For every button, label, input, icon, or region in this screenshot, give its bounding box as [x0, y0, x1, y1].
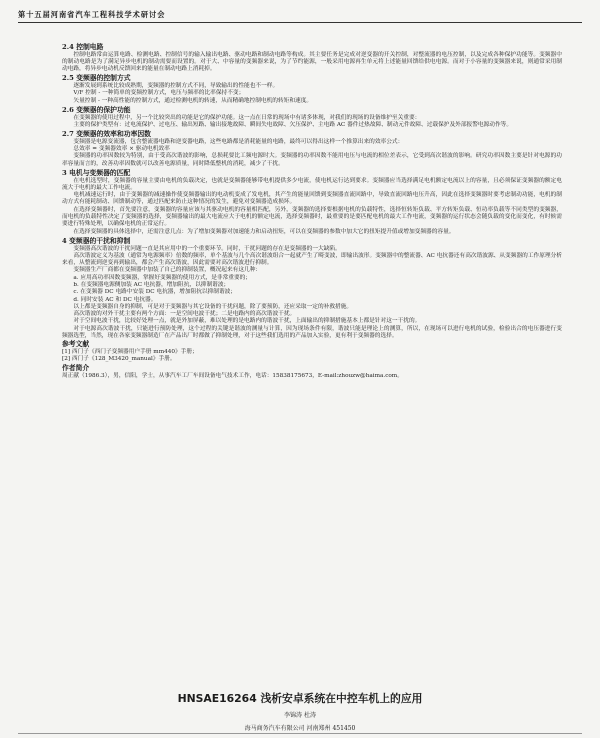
paragraph: 高次谐波定义为基波（通常为电源频率）倍数的频率，单个基波与几个高次谐波组合一起就产生了畸变波，即输出波形。变频器中的整流器、AC 电抗器还有高次谐波源、从变频器的工作原理分析来看，从整流到逆变再到输出，都会产生高次谐波，因此需要对高次谐波进行抑制。: [62, 252, 562, 267]
paragraph: [2] 西门子《128_M3420_manual》手册。: [62, 356, 176, 363]
paragraph: 变频器生产厂商都在变频器中加装了自己的抑制装置，概况起来有这几种：: [73, 267, 262, 274]
paragraph: 矢量控制 - 一种高性能的控制方式，通过检测电机的转速，从而精确地控制电机的转矩和速度。: [73, 97, 313, 104]
paragraph: 对于空间电波干扰，比较好处理一点，就是外加屏蔽，难以处理的是电路内的谐波干扰，上面输出的抑制措施基本上都是针对这一干扰的。: [73, 318, 421, 325]
paragraph: 周正献（1986.3），男，信阳，学士，从事汽车工厂车间设备电气技术工作，电话：15838175673，E-mail:zhouzw@haima.com。: [62, 373, 403, 380]
paragraph: 主要的保护类型有：过电流保护、过电压、输出短路、输出接地故障、瞬间失电故障、欠压保护、主电路 AC 器件过热故障、制动元件故障、过载保护及外部报警电源动作等。: [73, 121, 513, 128]
paragraph: 在选择变频器时，首先要注意，变频器的容量应该与其驱动电机的容量相匹配，另外，变频器的选择要根据电机的负载特性，选择恒转矩负载、平方转矩负载、恒功率负载等不同类型的变频器，而电机的负载特性决定了变频器的选择，变频器输出的最大电流应大于电机的额定电流，选择变频器时，最重要的是要匹配电机的最大工作电流，变频器的运行状态会随负载的变化而变化，有时候需要进行特殊处理，以确保电机的正常运行。: [62, 206, 562, 228]
header-rule: [18, 22, 582, 23]
paragraph: d. 同时安装 AC 和 DC 电抗器。: [73, 296, 157, 303]
next-article-authors: 李锦涛 杜涛: [284, 712, 316, 719]
section-heading: 2.5 变频器的控制方式: [62, 74, 131, 83]
paragraph: a. 应用高功率因数变频器，掌握好变频器的使用方式，是非常重要的；: [73, 274, 252, 281]
paragraph: 在电机选型时，变频器的容量主要由电机的负载决定，也就是变频器能够带电机提供多少电流，使电机运行达到要求。变频器应当选择满足电机额定电流以上的容量，且必须保证变频器的额定电流大于电机的最大工作电流。: [62, 177, 562, 191]
proceedings-header: 第十五届河南省汽车工程科技学术研讨会: [18, 10, 166, 19]
paragraph: 在选择变频器的具体选择中，还需注意几点：为了增加变频器对加速能力和启动扭矩，可以在变频器的参数中加大它的扭矩提升值或增加变频器的容量。: [73, 228, 455, 235]
paragraph: 控制电路常由运算电路、检测电路、控制信号的输入输出电路、驱动电路和制动电路等构成。其主要任务是完成对逆变器的开关控制，对整流器的电压控制，以及完成各种保护功能等。变频器中的制动电路是为了满足异步电机的制动需要而设置的。对于大、中容量的变频器来说，为了节约能源，一般采用电源再生单元将上述能量回馈给供电电源。而对于小容量的变频器来说，则通常采用制动电路，将异步电动机反馈回来的能量在制动电路上消耗掉。: [62, 51, 562, 73]
bottom-rule: [18, 733, 582, 734]
section-heading: 4 变频器的干扰和抑制: [62, 236, 131, 245]
paragraph: [1] 西门子《西门子变频器用户手册 mm440》手册；: [62, 348, 198, 355]
article-body: [62, 42, 562, 380]
paragraph: 逐渐发展到系统比较成熟期，变频器的控制方式不同，导致输出的性能也不一样。: [73, 83, 279, 90]
next-article-title: HNSAE16264 浅析安卓系统在中控车机上的应用: [177, 692, 423, 705]
section-heading: 3 电机与变频器的匹配: [62, 168, 131, 177]
paragraph: 对于电源高次谐波干扰，只能进行预防处理，这个过程的关键是谐波的测量与计算，因为现场条件有限，谐波只能是理论上的测算，所以，在现场可以进行电机的试验，检验出合的电压器进行变频器选型，当然，现在各家变频器制造厂在产品出厂时都做了抑制处理，对于这些我们选用的产品加入实验，更有利于变频器的选择。: [62, 325, 562, 340]
paragraph: 变频器高次谐波的干扰问题一直是其应用中的一个重要环节。同时，干扰问题的存在是变频器的一大缺陷。: [73, 245, 341, 252]
paragraph: 以上都是变频器自身的抑制，可是对于变频器与其它设备的干扰问题，除了要预防，还应采取一定的补救措施。: [73, 303, 353, 310]
section-heading: 2.6 变频器的保护功能: [62, 105, 131, 114]
section-heading: 2.7 变频器的效率和功率因数: [62, 130, 151, 139]
paragraph: V/F 控制 - 一种简单的变频控制方式，电压与频率的比率保持不变；: [73, 90, 245, 97]
section-heading: 作者简介: [62, 363, 90, 372]
paragraph: b. 在变频器电源侧加装 AC 电抗器，增加阻抗，以抑制谐波；: [73, 281, 230, 288]
paragraph: 变频器是电源变流器，包含整流器电路和逆变器电路，这些电路都是消耗能量的电路，最终可以得出这样一个推算出来的效率公式：: [73, 138, 404, 145]
paragraph: c. 在变频器 DC 电路中安装 DC 电抗器，增加阻抗以抑制谐波；: [73, 289, 237, 296]
next-article-affiliation: 海马商务汽车有限公司 河南郑州 451450: [244, 725, 356, 732]
paragraph: 在变频器的使用过程中，另一个比较突出的功能是它的保护功能。这一点在日常的现场中有诸多体现，对我们的现场的设备维护至关重要：: [73, 114, 421, 121]
section-heading: 2.4 控制电路: [62, 43, 104, 51]
paragraph: 电机减速运行时，由于变频器的减速操作使变频器输出的电动机变成了发电机，其产生的能量回馈到变频器直流回路中，导致直流回路电压升高，因此在选择变频器时要考虑制动功能，电机的制动方式有能耗制动、回馈制动等，通过匹配来防止这种情况的发生，避免对变频器造成损坏。: [62, 192, 562, 206]
section-heading: 参考文献: [62, 340, 90, 349]
paragraph: 变频器的功率因数较为特别，由于受高次谐波的影响，总损耗要比工频电源时大。变频器的功率因数不能用电压与电流的相位差表示，它受到高次谐波的影响。研究功率因数主要是针对电源的功率容量而言的，改善功率因数就可以改善电源质量，同时降低整机的消耗，减少了干扰。: [62, 153, 562, 167]
paragraph: 高次谐波的对外干扰主要有两个方面：一是空间电波干扰；二是电路内的高次谐波干扰。: [73, 311, 296, 318]
paragraph: 总效率 = 变频器效率 × 驱动电机效率: [73, 146, 170, 153]
